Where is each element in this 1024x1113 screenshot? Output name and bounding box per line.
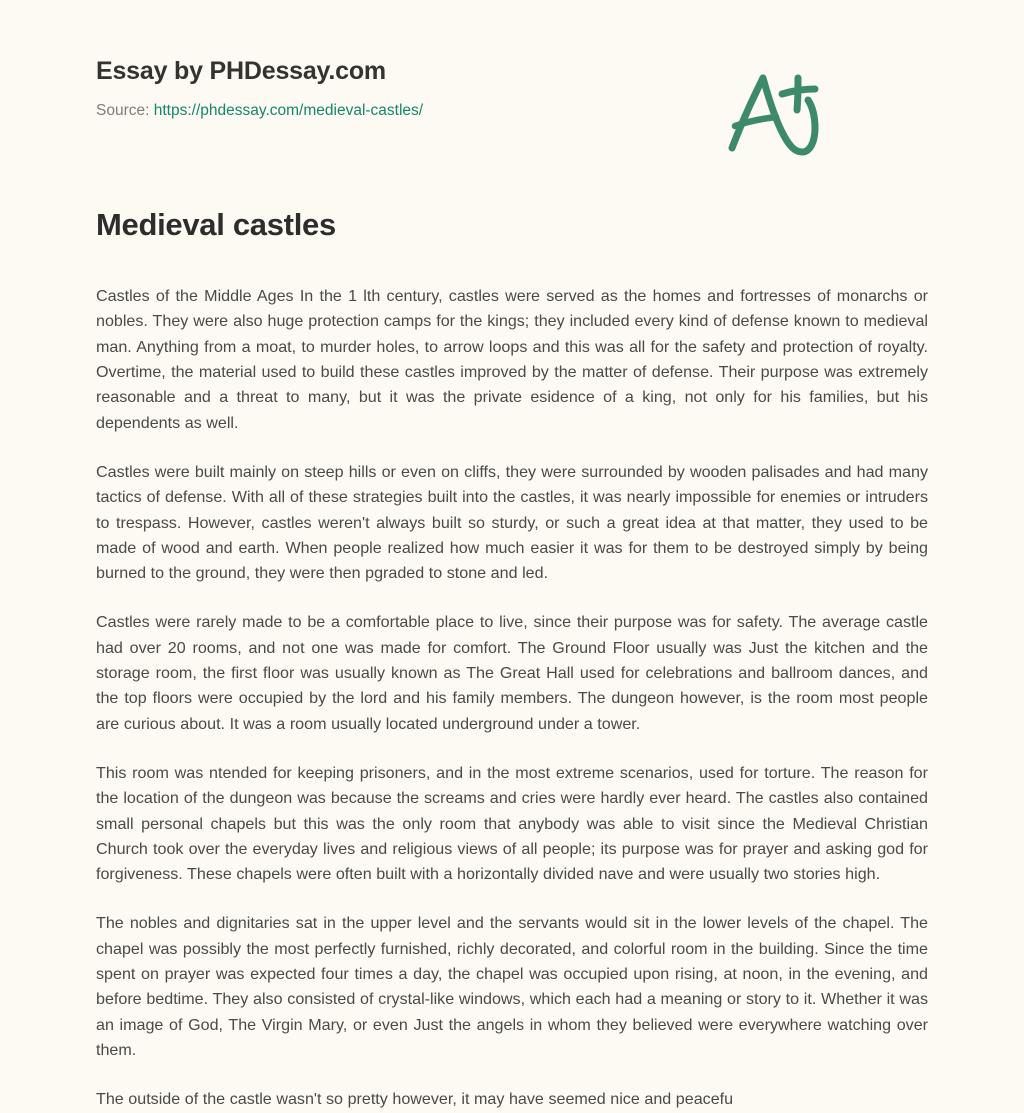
paragraph: The nobles and dignitaries sat in the upper level and the servants would sit in the lower levels of the chapel. The chapel was possibly the most perfectly furnished, richly decorated, and colorful room in the building. Since the time spent on prayer was expected four times a day, the chapel was occupied upon rising, at noon, in the evening, and before bedtime. They also consisted of crystal-like windows, which each had a meaning or story to it. Whether it was an image of God, The Virgin Mary, or even Just the angels in whom they believed were everywhere watching over them.: [96, 914, 928, 1059]
paragraph: Castles of the Middle Ages In the 1 lth century, castles were served as the homes and fortresses of monarchs or nobles. They were also huge protection camps for the kings; they included every kind of defense known to medieval man. Anything from a moat, to murder holes, to arrow loops and this was all for the safety and protection of royalty. Overtime, the material used to build these castles improved by the matter of defense. Their purpose was extremely reasonable and a threat to many, but it was the private esidence of a king, not only for his families, but his dependents as well.: [96, 287, 928, 432]
aplus-logo-icon: [720, 70, 826, 160]
paragraph-truncated: The outside of the castle wasn't so pretty however, it may have seemed nice and peacefu: [96, 1090, 734, 1109]
brand-title: Essay by PHDessay.com: [96, 57, 386, 85]
paragraph: Castles were built mainly on steep hills or even on cliffs, they were surrounded by wooden palisades and had many tactics of defense. With all of these strategies built into the castles, it was nearly impossible for enemies or intruders to trespass. However, castles weren't always built so sturdy, or such a great idea at that matter, they used to be made of wood and earth. When people realized how much easier it was for them to be destroyed simply by being burned to the ground, they were then pgraded to stone and led.: [96, 462, 928, 583]
aplus-logo: [720, 70, 826, 160]
page-title: Medieval castles: [96, 207, 336, 242]
paragraph: This room was ntended for keeping prisoners, and in the most extreme scenarios, used for torture. The reason for the location of the dungeon was because the screams and cries were hardly ever heard. The castles also contained small personal chapels but this was the only room that anybody was able to visit since the Medieval Christian Church took over the everyday lives and religious views of all people; its purpose was for prayer and asking god for forgiveness. These chapels were often built with a horizontally divided nave and were usually two stories high.: [96, 763, 928, 884]
page-header: [96, 0, 928, 119]
essay-body: [96, 284, 928, 1112]
source-label: Source:: [96, 101, 150, 119]
paragraph: Castles were rarely made to be a comfortable place to live, since their purpose was for safety. The average castle had over 20 rooms, and not one was made for comfort. The Ground Floor usually was Just the kitchen and the storage room, the first floor was usually known as The Great Hall used for celebrations and ballroom dances, and the top floors were occupied by the lord and his family members. The dungeon however, is the room most people are curious about. It was a room usually located underground under a tower.: [96, 613, 928, 733]
source-url-link[interactable]: https://phdessay.com/medieval-castles/: [153, 101, 424, 119]
